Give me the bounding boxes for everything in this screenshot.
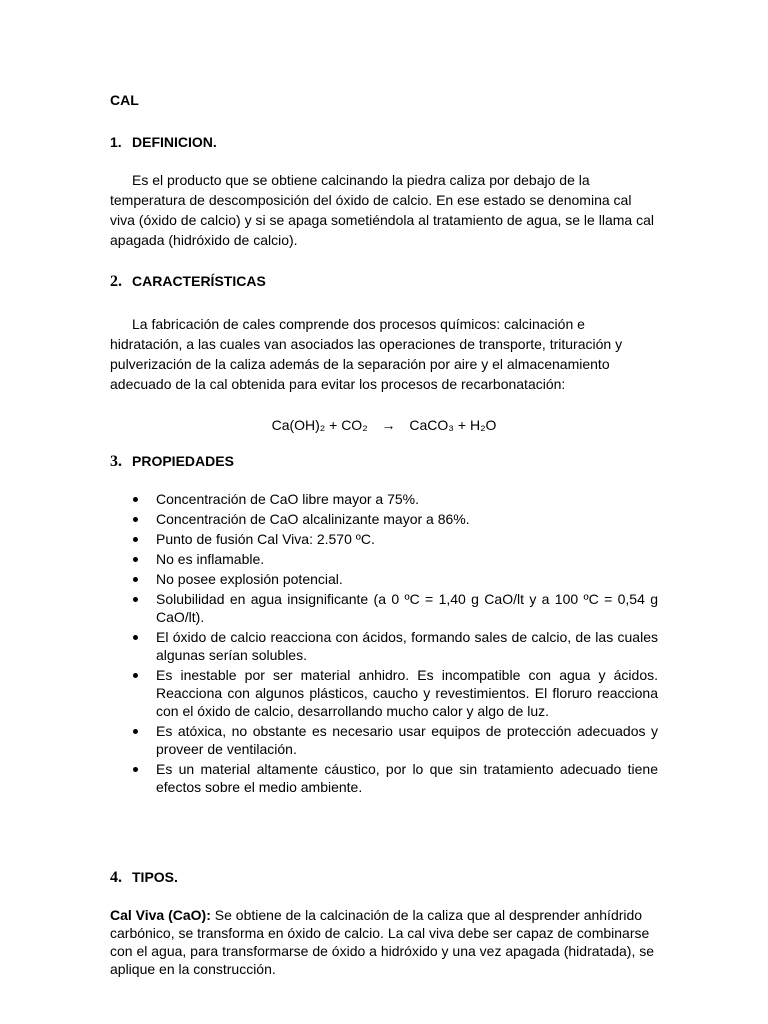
bullet-icon [133,635,138,640]
bullet-icon [133,497,138,502]
section-2-paragraph: La fabricación de cales comprende dos procesos químicos: calcinación e hidratación, a las cuales van asociados las operaciones de transporte, trituración y pulverización de la caliza además de la separación por aire y el almacenamiento adecuado de la cal obtenida para evitar los procesos de recarbonatación: [110,316,623,392]
bullet-icon [133,767,138,772]
cal-viva-term: Cal Viva (CaO): [110,907,211,923]
bullet-icon [133,597,138,602]
list-item: Es un material altamente cáustico, por lo que sin tratamiento adecuado tiene efectos sobre el medio ambiente. [110,760,658,796]
bullet-icon [133,517,138,522]
list-item: No posee explosión potencial. [110,570,658,588]
list-item: Es atóxica, no obstante es necesario usar equipos de protección adecuados y proveer de ventilación. [110,722,658,758]
list-item: El óxido de calcio reacciona con ácidos, formando sales de calcio, de las cuales algunas serían solubles. [110,628,658,664]
section-3-heading [110,453,234,471]
section-4-paragraph [110,906,658,978]
section-1-heading [110,134,217,150]
formula-products: CaCO₃ + H₂O [409,417,497,433]
properties-list [110,490,658,798]
section-2-heading [110,273,266,291]
chemical-formula [110,417,658,433]
formula-reactants: Ca(OH)₂ + CO₂ [271,417,368,433]
list-item: Es inestable por ser material anhidro. Es incompatible con agua y ácidos. Reacciona con algunos plásticos, caucho y revestimientos. El floruro reacciona con el óxido de calcio, desarrollando mucho calor y algo de luz. [110,666,658,720]
section-4-number: 4. [110,869,122,886]
list-item: Concentración de CaO alcalinizante mayor a 86%. [110,510,658,528]
bullet-icon [133,729,138,734]
section-2-number: 2. [110,273,122,290]
bullet-icon [133,537,138,542]
bullet-icon [133,673,138,678]
section-2-title: CARACTERÍSTICAS [132,273,266,289]
section-3-title: PROPIEDADES [132,453,234,469]
list-item: Concentración de CaO libre mayor a 75%. [110,490,658,508]
cal-viva-description: Se obtiene de la calcinación de la caliza que al desprender anhídrido carbónico, se transforma en óxido de calcio. La cal viva debe ser capaz de combinarse con el agua, para transformarse de óxido a hidróxido y una vez apagada (hidratada), se aplique en la construcción. [110,907,655,977]
list-item: Solubilidad en agua insignificante (a 0 ºC = 1,40 g CaO/lt y a 100 ºC = 0,54 g CaO/lt). [110,590,658,626]
formula-arrow-icon: → [381,417,396,433]
bullet-icon [133,577,138,582]
list-item: No es inflamable. [110,550,658,568]
section-4-title: TIPOS. [132,869,178,885]
section-1-title: DEFINICION. [132,134,217,150]
list-item: Punto de fusión Cal Viva: 2.570 ºC. [110,530,658,548]
section-1-paragraph: Es el producto que se obtiene calcinando la piedra caliza por debajo de la temperatura de descomposición del óxido de calcio. En ese estado se denomina cal viva (óxido de calcio) y si se apaga sometiéndola al tratamiento de agua, se le llama cal apagada (hidróxido de calcio). [110,172,654,248]
document-title: CAL [110,92,139,108]
section-3-number: 3. [110,453,122,470]
bullet-icon [133,557,138,562]
section-4-heading [110,869,178,887]
section-1-number: 1. [110,134,122,150]
